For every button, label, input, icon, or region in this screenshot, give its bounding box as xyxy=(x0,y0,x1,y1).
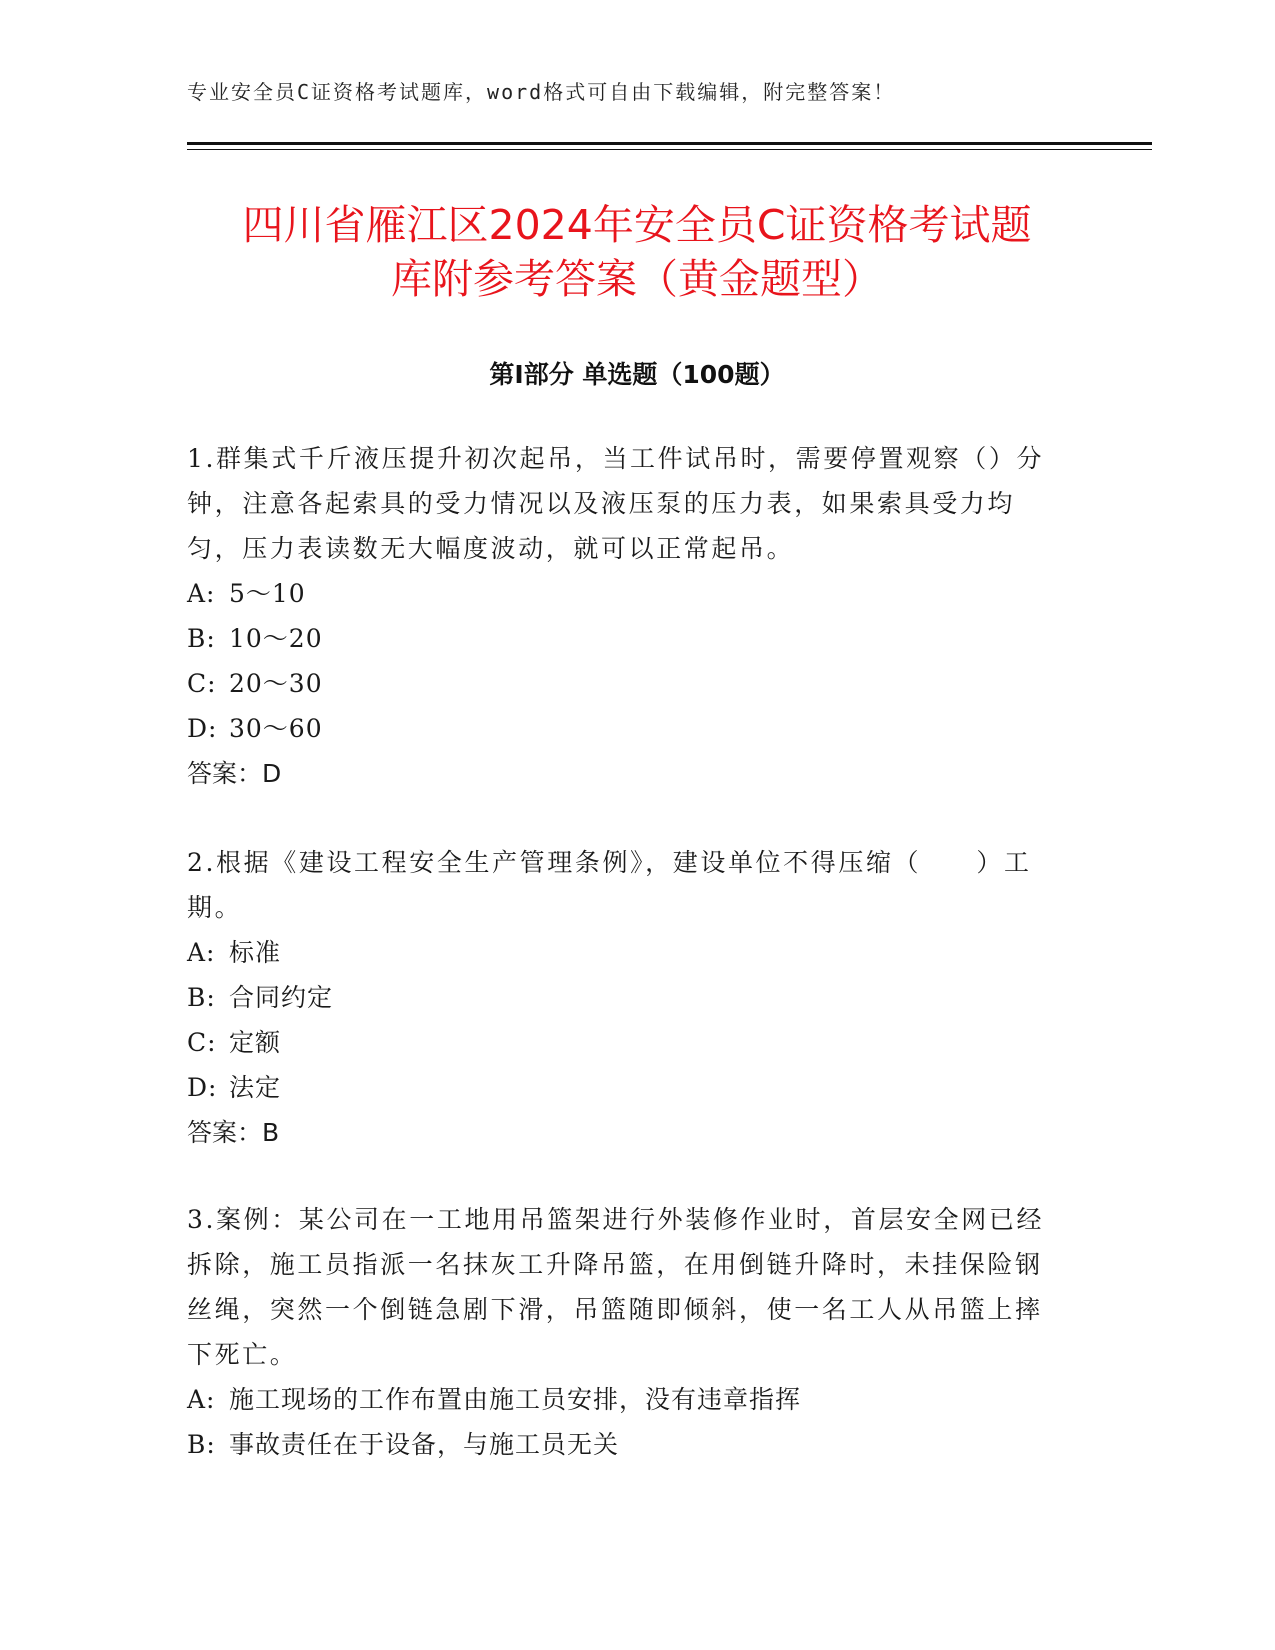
question-2 xyxy=(187,840,1067,1155)
option-b xyxy=(187,1422,1067,1467)
document-title-line-2: 库附参考答案（黄金题型） xyxy=(391,255,883,303)
option-text: 合同约定 xyxy=(229,983,334,1012)
option-text: 事故责任在于设备，与施工员无关 xyxy=(229,1430,620,1459)
option-a xyxy=(187,571,1067,616)
option-letter: A: xyxy=(187,579,216,608)
option-letter: D: xyxy=(187,714,218,743)
option-letter: C: xyxy=(187,1028,217,1057)
question-stem: 2.根据《建设工程安全生产管理条例》，建设单位不得压缩（ ）工期。 xyxy=(187,848,1032,922)
option-text: 20～30 xyxy=(229,669,323,698)
option-letter: B: xyxy=(187,624,216,653)
answer-key: 答案：D xyxy=(187,759,282,788)
option-a xyxy=(187,930,1067,975)
document-title xyxy=(187,198,1087,306)
option-text: 施工现场的工作布置由施工员安排，没有违章指挥 xyxy=(229,1385,802,1414)
option-b xyxy=(187,975,1067,1020)
option-text: 5～10 xyxy=(229,579,306,608)
option-d xyxy=(187,706,1067,751)
option-letter: A: xyxy=(187,1385,216,1414)
option-letter: A: xyxy=(187,938,216,967)
section-heading: 第Ⅰ部分 单选题（100题） xyxy=(489,360,785,389)
answer-key: 答案：B xyxy=(187,1118,280,1147)
option-letter: B: xyxy=(187,983,216,1012)
document-title-line-1: 四川省雁江区2024年安全员C证资格考试题 xyxy=(242,201,1032,249)
option-letter: B: xyxy=(187,1430,216,1459)
option-text: 法定 xyxy=(229,1073,282,1102)
option-text: 标准 xyxy=(229,938,282,967)
option-a xyxy=(187,1377,1067,1422)
header-divider-thin xyxy=(187,149,1152,150)
option-letter: D: xyxy=(187,1073,218,1102)
question-stem: 1.群集式千斤液压提升初次起吊，当工件试吊时，需要停置观察（）分钟，注意各起索具的受力情况以及液压泵的压力表，如果索具受力均匀，压力表读数无大幅度波动，就可以正常起吊。 xyxy=(187,444,1045,563)
option-text: 30～60 xyxy=(229,714,323,743)
option-text: 定额 xyxy=(229,1028,282,1057)
option-c xyxy=(187,1020,1067,1065)
question-1 xyxy=(187,436,1067,796)
page-header: 专业安全员C证资格考试题库，word格式可自由下载编辑，附完整答案！ xyxy=(187,80,896,104)
option-text: 10～20 xyxy=(229,624,323,653)
header-divider-thick xyxy=(187,142,1152,145)
option-d xyxy=(187,1065,1067,1110)
option-c xyxy=(187,661,1067,706)
question-3 xyxy=(187,1197,1067,1467)
question-stem: 3.案例：某公司在一工地用吊篮架进行外装修作业时，首层安全网已经拆除，施工员指派一名抹灰工升降吊篮，在用倒链升降时，未挂保险钢丝绳，突然一个倒链急剧下滑，吊篮随即倾斜，使一名工人从吊篮上摔下死亡。 xyxy=(187,1205,1045,1369)
option-b xyxy=(187,616,1067,661)
option-letter: C: xyxy=(187,669,217,698)
